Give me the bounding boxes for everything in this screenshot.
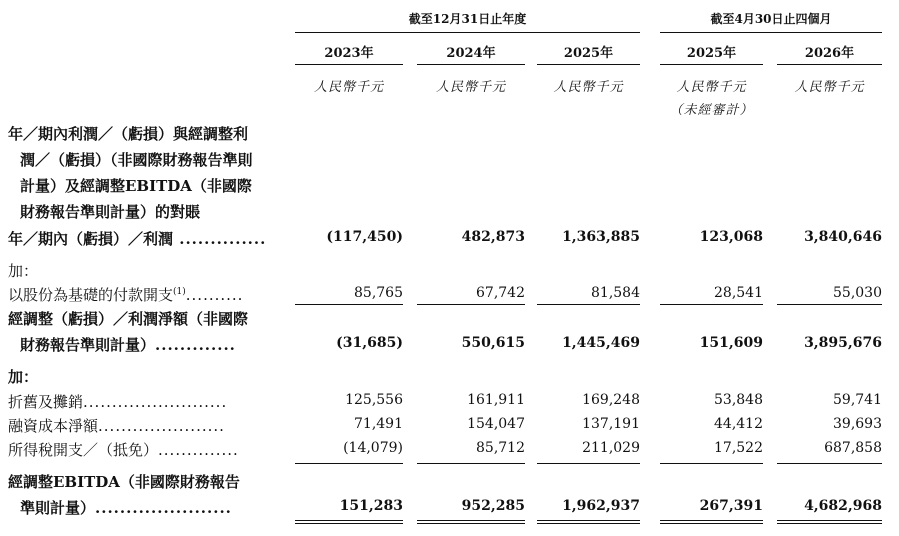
cell-ebitda-2023: 151,283 [339,498,403,514]
header-group-four-months: 截至4月30日止四個月 [710,12,832,26]
cell-adj-2026-4m: 3,895,676 [804,335,882,351]
cell-sbc-2023: 85,765 [354,285,403,301]
cell-ebitda-2025-4m: 267,391 [699,498,763,514]
row-label-dep: 折舊及攤銷......................... [8,393,228,411]
double-rule-2a [417,520,525,521]
cell-adj-2023: (31,685) [336,335,403,351]
unit-label-3: 人民幣千元 [553,80,624,95]
header-group-year-ended: 截至12月31日止年度 [408,12,527,26]
cell-tax-2024: 85,712 [476,440,525,456]
double-rule-4a [660,520,763,521]
cell-dep-2025: 169,248 [582,392,640,408]
year-header-5: 2026年 [804,46,855,61]
section-title-line-3: 計量）及經調整EBITDA（非國際 [20,177,252,195]
unaudited-label: （未經審計） [669,103,754,118]
double-rule-3a [537,520,640,521]
double-rule-5b [777,523,882,524]
cell-net-2025: 1,363,885 [562,229,640,245]
add-label-2: 加： [8,368,39,386]
cell-fin-2026-4m: 39,693 [833,416,882,432]
rule-ebitda-1 [295,463,403,464]
section-title-line-4: 財務報告準則計量）的對賬 [20,203,201,221]
double-rule-1b [295,523,403,524]
add-label-1: 加： [8,262,39,280]
cell-adj-2025-4m: 151,609 [699,335,763,351]
cell-tax-2025-4m: 17,522 [714,440,763,456]
cell-dep-2024: 161,911 [467,392,525,408]
double-rule-2b [417,523,525,524]
cell-fin-2023: 71,491 [354,416,403,432]
row-label-net: 年／期內（虧損）／利潤 .............. [8,230,267,248]
row-label-sbc: 以股份為基礎的付款開支$^{(1)}$.......... [8,286,244,304]
cell-ebitda-2024: 952,285 [461,498,525,514]
row-label-tax: 所得稅開支／（抵免）.............. [8,441,239,459]
double-rule-3b [537,523,640,524]
header-group2-rule [660,32,882,33]
rule-adj-2 [417,304,525,305]
year-rule-4 [660,64,763,65]
cell-net-2023: (117,450) [326,229,403,245]
header-group1-rule [295,32,640,33]
cell-dep-2025-4m: 53,848 [714,392,763,408]
double-rule-4b [660,523,763,524]
cell-dep-2023: 125,556 [345,392,403,408]
year-rule-2 [417,64,525,65]
cell-sbc-2025-4m: 28,541 [714,285,763,301]
cell-net-2025-4m: 123,068 [699,229,763,245]
rule-adj-4 [660,304,763,305]
cell-ebitda-2026-4m: 4,682,968 [804,498,882,514]
year-header-3: 2025年 [563,46,614,61]
year-rule-3 [537,64,640,65]
unit-label-5: 人民幣千元 [794,80,865,95]
row-label-ebitda-line-1: 經調整EBITDA（非國際財務報告 [8,473,240,491]
year-header-2: 2024年 [446,46,496,61]
year-rule-5 [777,64,882,65]
rule-adj-5 [777,304,882,305]
cell-sbc-2026-4m: 55,030 [833,285,882,301]
row-label-fin: 融資成本淨額...................... [8,417,225,435]
cell-adj-2024: 550,615 [461,335,525,351]
year-header-1: 2023年 [324,46,374,61]
rule-ebitda-5 [777,463,882,464]
rule-adj-1 [295,304,403,305]
cell-net-2024: 482,873 [461,229,525,245]
unit-label-2: 人民幣千元 [435,80,506,95]
cell-tax-2023: (14,079) [343,440,403,456]
cell-dep-2026-4m: 59,741 [833,392,882,408]
row-label-ebitda: 準則計量）...................... [20,499,232,517]
cell-tax-2025: 211,029 [582,440,640,456]
cell-tax-2026-4m: 687,858 [824,440,882,456]
section-title-line-2: 潤／（虧損）（非國際財務報告準則 [20,151,253,169]
cell-fin-2024: 154,047 [467,416,525,432]
year-header-4: 2025年 [686,46,737,61]
double-rule-1a [295,520,403,521]
row-label-adj: 財務報告準則計量）............. [20,336,236,354]
section-title-line-1: 年／期內利潤／（虧損）與經調整利 [8,125,249,143]
cell-adj-2025: 1,445,469 [562,335,640,351]
cell-fin-2025-4m: 44,412 [714,416,763,432]
unit-label-4: 人民幣千元 [676,80,747,95]
rule-ebitda-2 [417,463,525,464]
double-rule-5a [777,520,882,521]
cell-net-2026-4m: 3,840,646 [804,229,882,245]
rule-ebitda-3 [537,463,640,464]
row-label-adj-line-1: 經調整（虧損）／利潤淨額（非國際 [8,310,249,328]
unit-label-1: 人民幣千元 [313,80,384,95]
year-rule-1 [295,64,403,65]
cell-sbc-2024: 67,742 [476,285,525,301]
cell-sbc-2025: 81,584 [591,285,640,301]
rule-ebitda-4 [660,463,763,464]
cell-ebitda-2025: 1,962,937 [562,498,640,514]
rule-adj-3 [537,304,640,305]
cell-fin-2025: 137,191 [582,416,640,432]
